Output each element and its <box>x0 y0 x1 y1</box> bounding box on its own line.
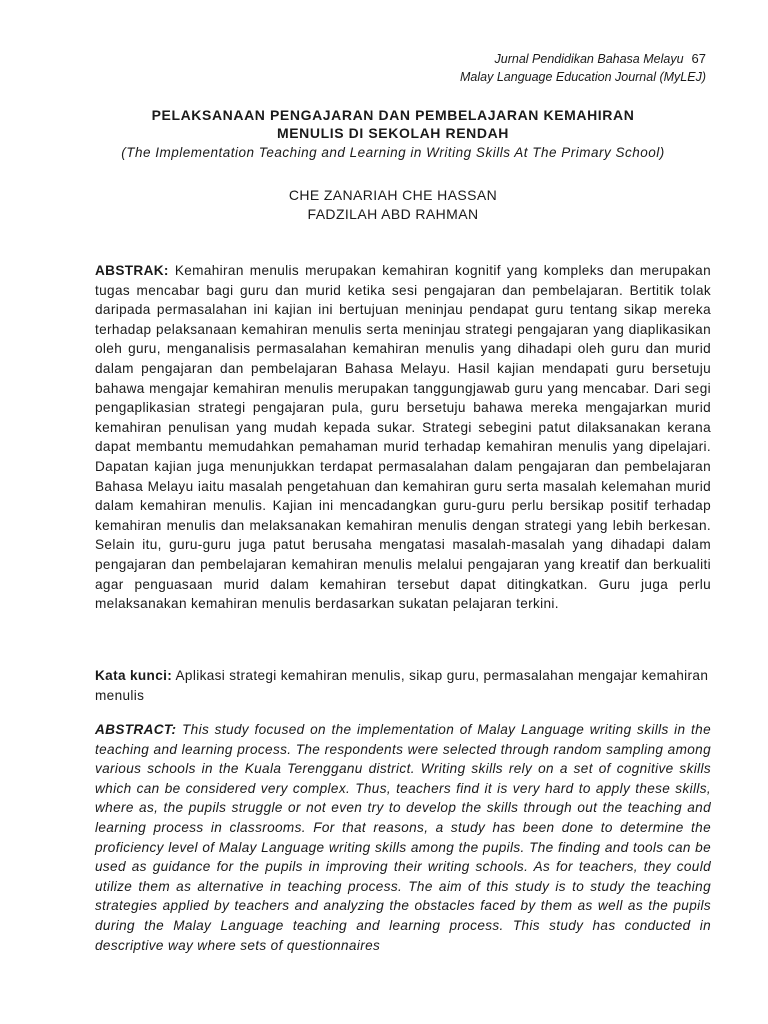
page-number: 67 <box>691 51 706 66</box>
keywords-text: Aplikasi strategi kemahiran menulis, sikap guru, permasalahan mengajar kemahiran menulis <box>95 668 709 703</box>
author-list <box>80 186 706 224</box>
keywords-section <box>95 666 711 705</box>
abstrak-text: Kemahiran menulis merupakan kemahiran kognitif yang kompleks dan merupakan tugas mencabar bagi guru dan murid ketika sesi pengajaran dan pembelajaran. Bertitik tolak daripada permasalahan ini kajian ini bertujuan meninjau pendapat guru tentang sikap mereka terhadap pelaksanaan kemahiran menulis serta meninjau strategi pengajaran yang diaplikasikan oleh guru, menganalisis permasalahan kemahiran menulis yang dihadapi oleh guru dan murid dalam pengajaran dan pembelajaran Bahasa Melayu. Hasil kajian mendapati guru bersetuju bahawa mengajar kemahiran menulis merupakan tanggungjawab guru yang mencabar. Dari segi pengaplikasian strategi pengajaran pula, guru bersetuju bahawa mereka mengajarkan murid kemahiran penulisan yang mudah kepada sukar. Strategi sebegini patut dilaksanakan kerana dapat membantu memudahkan pemahaman murid terhadap kemahiran menulis yang dipelajari. Dapatan kajian juga menunjukkan terdapat permasalahan dalam pengajaran dan pembelajaran Bahasa Melayu iaitu masalah pengetahuan dan kemahiran guru serta masalah kelemahan murid dalam kemahiran menulis. Kajian ini mencadangkan guru-guru perlu bersikap positif terhadap kemahiran menulis dan melaksanakan kemahiran menulis dengan strategi yang lebih berkesan. Selain itu, guru-guru juga patut berusaha mengatasi masalah-masalah yang dihadapi dalam pengajaran dan pembelajaran kemahiran menulis melalui pengajaran yang kreatif dan berkualiti agar penguasaan murid dalam kemahiran tersebut dapat ditingkatkan. Guru juga perlu melaksanakan kemahiran menulis berdasarkan sukatan pelajaran terkini. <box>95 263 711 612</box>
running-header <box>460 50 706 86</box>
author-name: CHE ZANARIAH CHE HASSAN <box>288 187 498 203</box>
abstract-section <box>95 720 711 955</box>
author-name: FADZILAH ABD RAHMAN <box>307 206 479 222</box>
abstrak-label: ABSTRAK: <box>95 263 169 278</box>
journal-name-malay: Jurnal Pendidikan Bahasa Melayu <box>494 52 684 66</box>
journal-name-english: Malay Language Education Journal (MyLEJ) <box>460 70 706 84</box>
paper-title-line-2: MENULIS DI SEKOLAH RENDAH <box>276 125 509 141</box>
abstract-label: ABSTRACT: <box>95 722 177 737</box>
abstract-paragraph <box>95 720 711 955</box>
paper-title-line-1: PELAKSANAAN PENGAJARAN DAN PEMBELAJARAN KEMAHIRAN <box>151 107 635 123</box>
header-line-1 <box>460 50 706 68</box>
abstrak-paragraph <box>95 261 711 614</box>
paper-title-english: (The Implementation Teaching and Learning in Writing Skills At The Primary School) <box>121 145 665 160</box>
title-block <box>80 106 706 224</box>
keywords-paragraph <box>95 666 711 705</box>
keywords-label: Kata kunci: <box>95 668 173 683</box>
abstract-text: This study focused on the implementation of Malay Language writing skills in the teaching and learning process. The respondents were selected through random sampling among various schools in the Kuala Terengganu district. Writing skills rely on a set of cognitive skills which can be considered very complex. Thus, teachers find it is very hard to apply these skills, where as, the pupils struggle or not even try to develop the skills through out the teaching and learning process in classrooms. For that reasons, a study has been done to determine the proficiency level of Malay Language writing skills among the pupils. The finding and tools can be used as guidance for the pupils in improving their writing schools. As for teachers, they could utilize them as alternative in teaching process. The aim of this study is to study the teaching strategies applied by teachers and analyzing the obstacles faced by them as well as the pupils during the Malay Language teaching and learning process. This study has conducted in descriptive way where sets of questionnaires <box>95 722 711 953</box>
abstrak-section <box>95 261 711 614</box>
